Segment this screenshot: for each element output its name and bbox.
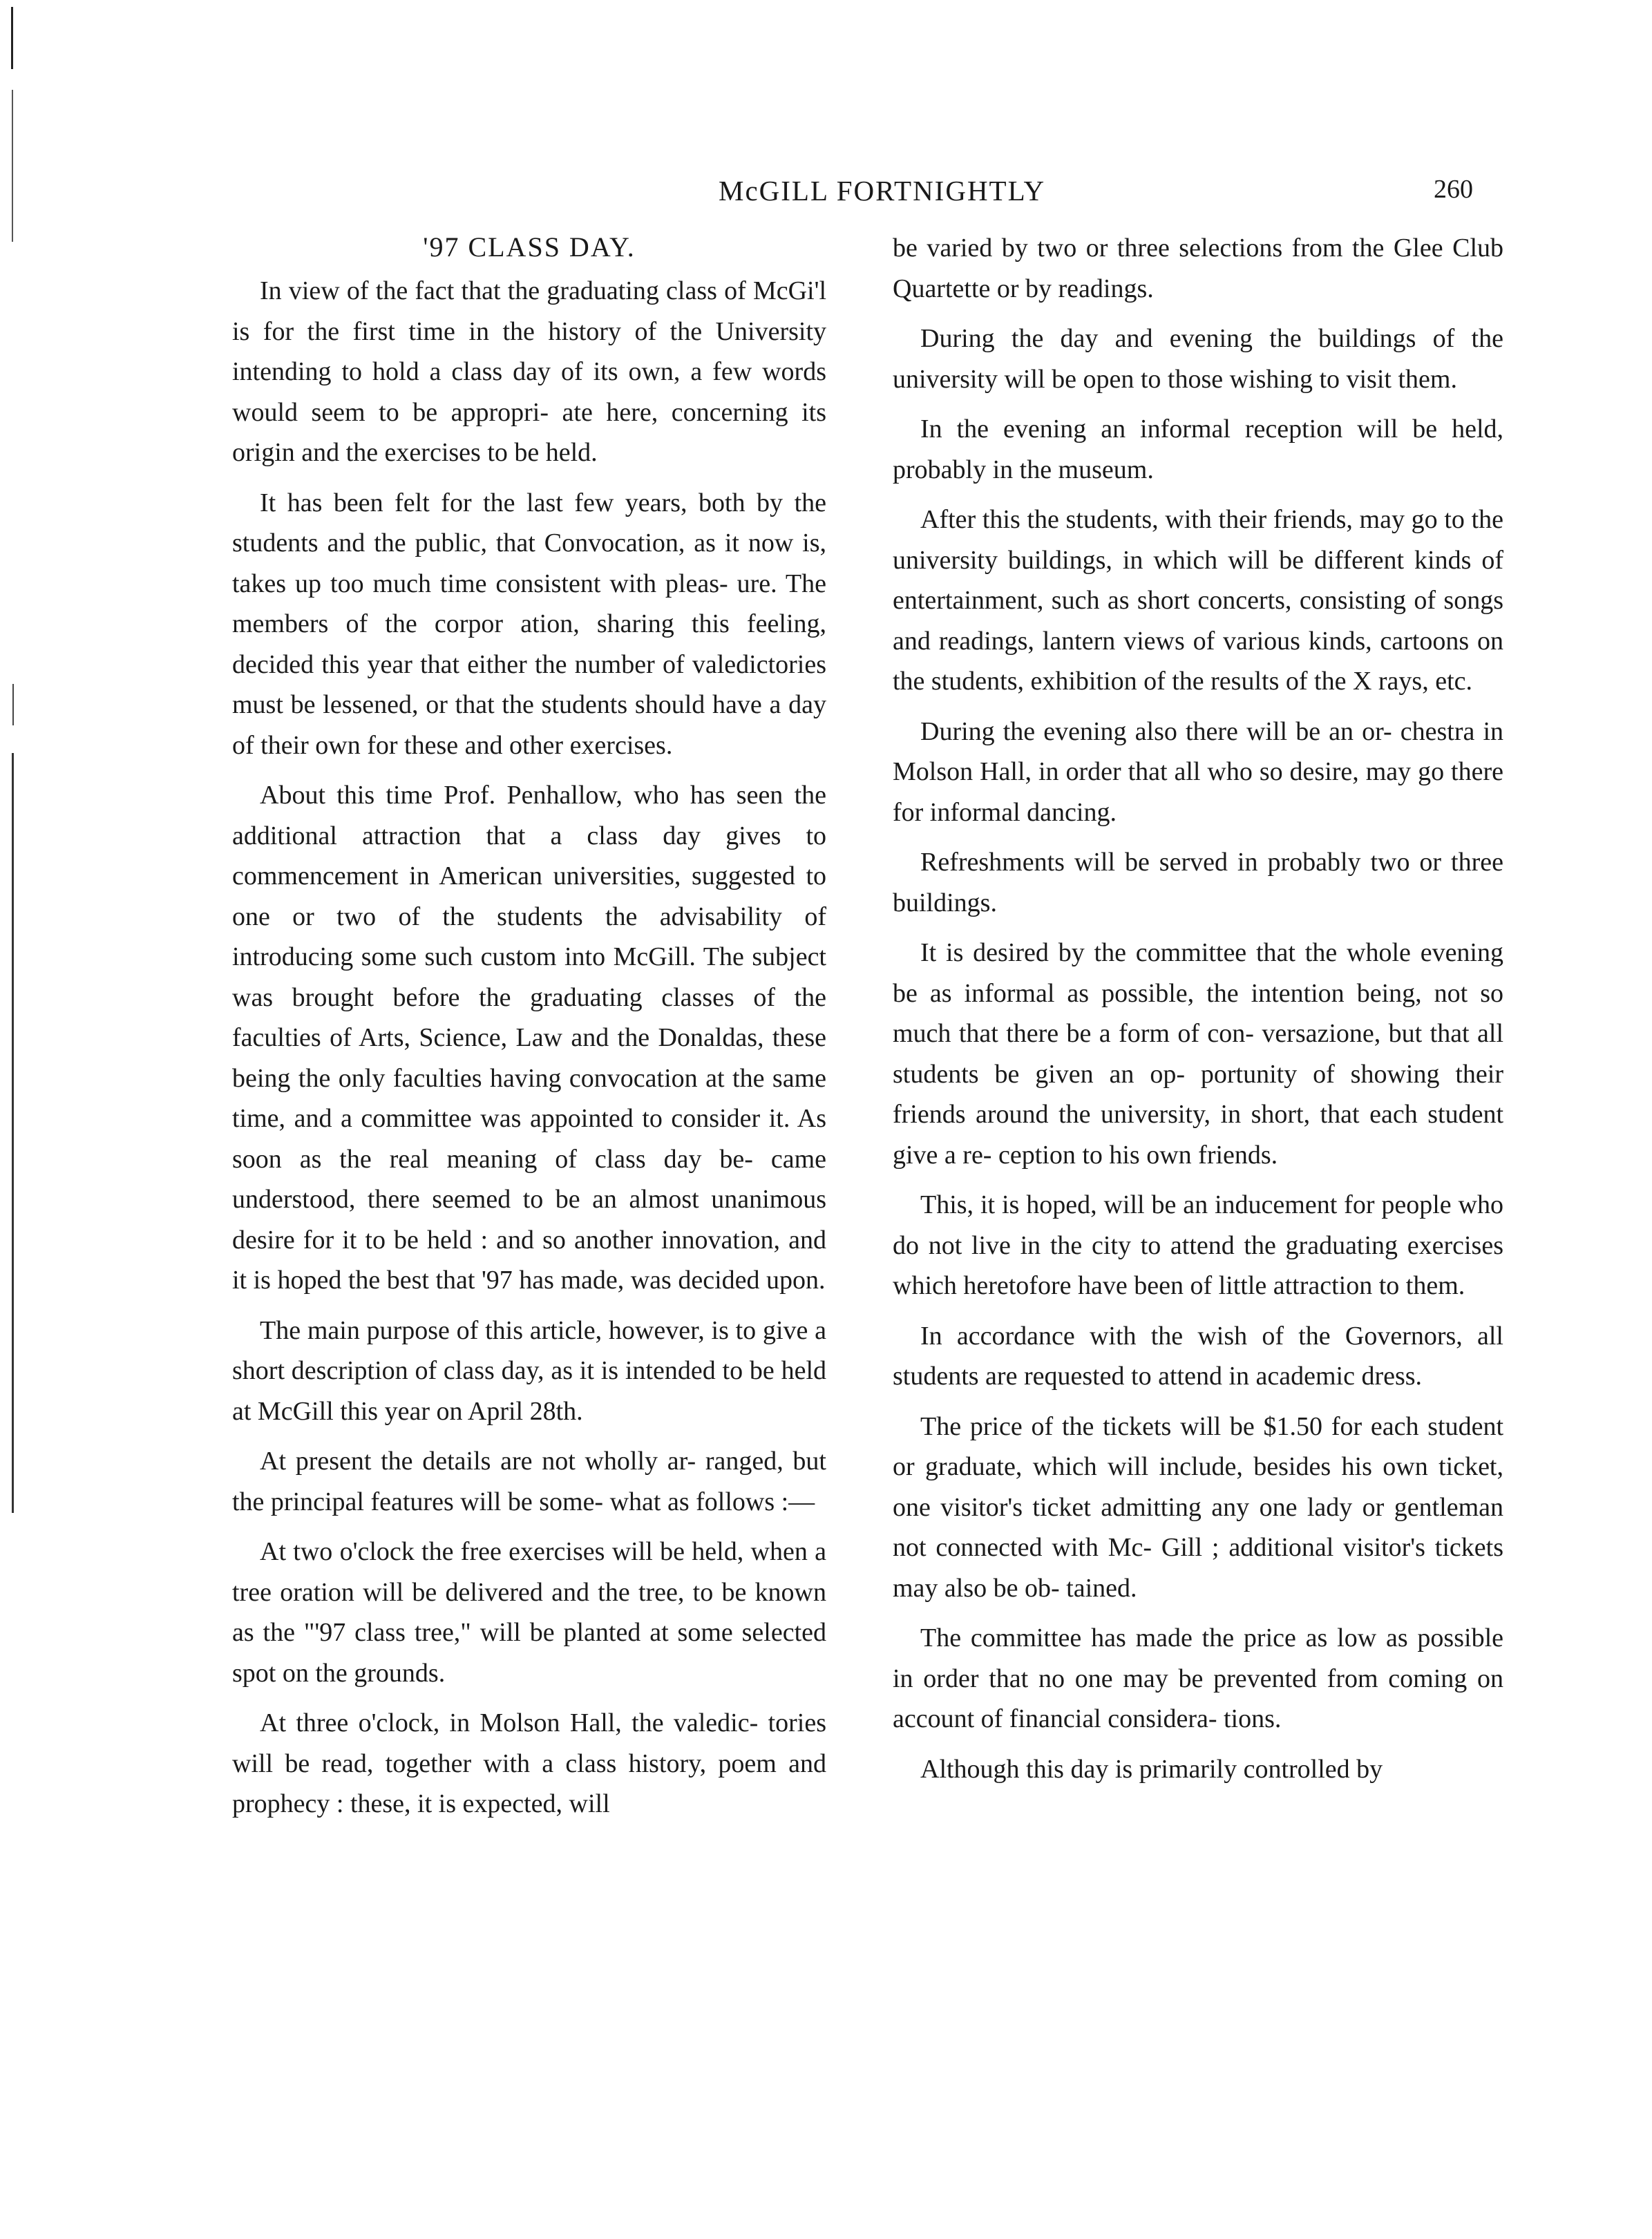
paragraph: After this the students, with their friends, may go to the university buildings, in which will be different kinds of entertainment, such as short concerts, consisting of songs and readings, lantern views of various kinds, cartoons on the students, exhibition of the results of the X rays, etc.	[893, 505, 1503, 696]
paragraph: It is desired by the committee that the whole evening be as informal as possible, the intention being, not so much that there be a form of con- versazione, but that all students be given an op- portunity of showing their friends around the university, in short, that each student give a re- ception to his own friends.	[893, 938, 1503, 1170]
right-column	[893, 228, 1503, 1799]
paragraph: The committee has made the price as low as possible in order that no one may be prevented from coming on account of financial considera- tions.	[893, 1623, 1503, 1733]
paragraph: In the evening an informal reception will be held, probably in the museum.	[893, 415, 1503, 484]
paragraph: During the day and evening the buildings of the university will be open to those wishing to visit them.	[893, 324, 1503, 394]
paragraph: The price of the tickets will be $1.50 for each student or graduate, which will include, besides his own ticket, one visitor's ticket admitting any one lady or gentleman not connected with Mc- Gill ; additional visitor's tickets may also be ob- tained.	[893, 1411, 1503, 1603]
paragraph: In accordance with the wish of the Governors, all students are requested to attend in academic dress.	[893, 1321, 1503, 1391]
paragraph: Although this day is primarily controlled by	[920, 1754, 1383, 1784]
scan-edge-mark	[10, 7, 17, 1547]
paragraph: About this time Prof. Penhallow, who has seen the additional attraction that a class day gives to commencement in American universities, suggested to one or two of the students the advisability of introducing some such custom into McGill. The subject was brought before the graduating classes of the faculties of Arts, Science, Law and the Donaldas, these being the only faculties having convocation at the same time, and a committee was appointed to consider it. As soon as the real meaning of class day be- came understood, there seemed to be an almost unanimous desire for it to be held : and so another innovation, and it is hoped the best that '97 has made, was decided upon.	[232, 781, 826, 1295]
paragraph: Refreshments will be served in probably two or three buildings.	[893, 848, 1503, 917]
paragraph: During the evening also there will be an or- chestra in Molson Hall, in order that all who so desire, may go there for informal dancing.	[893, 716, 1503, 827]
paragraph: This, it is hoped, will be an inducement for people who do not live in the city to attend the graduating exercises which heretofore have been of little attraction to them.	[893, 1190, 1503, 1300]
paragraph: At three o'clock, in Molson Hall, the valedic- tories will be read, together with a class history, poem and prophecy : these, it is expected, will	[232, 1708, 826, 1818]
running-head	[0, 174, 1652, 216]
paragraph: The main purpose of this article, however, is to give a short description of class day, as it is intended to be held at McGill this year on April 28th.	[232, 1315, 826, 1426]
page-number: 260	[1434, 175, 1473, 204]
paragraph-continuation: be varied by two or three selections from the Glee Club Quartette or by readings.	[893, 234, 1503, 303]
left-column	[232, 228, 826, 1834]
paragraph: At two o'clock the free exercises will be held, when a tree oration will be delivered and the tree, to be known as the "'97 class tree," will be planted at some selected spot on the grounds.	[232, 1537, 826, 1688]
paragraph: At present the details are not wholly ar- ranged, but the principal features will be some- what as follows :—	[232, 1447, 826, 1516]
paragraph: In view of the fact that the graduating class of McGi'l is for the first time in the history of the University intending to hold a class day of its own, a few words would seem to be appropri- ate here, concerning its origin and the exercises to be held.	[232, 276, 826, 467]
article-title: '97 CLASS DAY.	[423, 231, 636, 263]
running-title: McGILL FORTNIGHTLY	[719, 175, 1046, 207]
paragraph: It has been felt for the last few years, both by the students and the public, that Convocation, as it now is, takes up too much time consistent with pleas- ure. The members of the corpor ation, sharing this feeling, decided this year that either the number of valedictories must be lessened, or that the students should have a day of their own for these and other exercises.	[232, 488, 826, 760]
